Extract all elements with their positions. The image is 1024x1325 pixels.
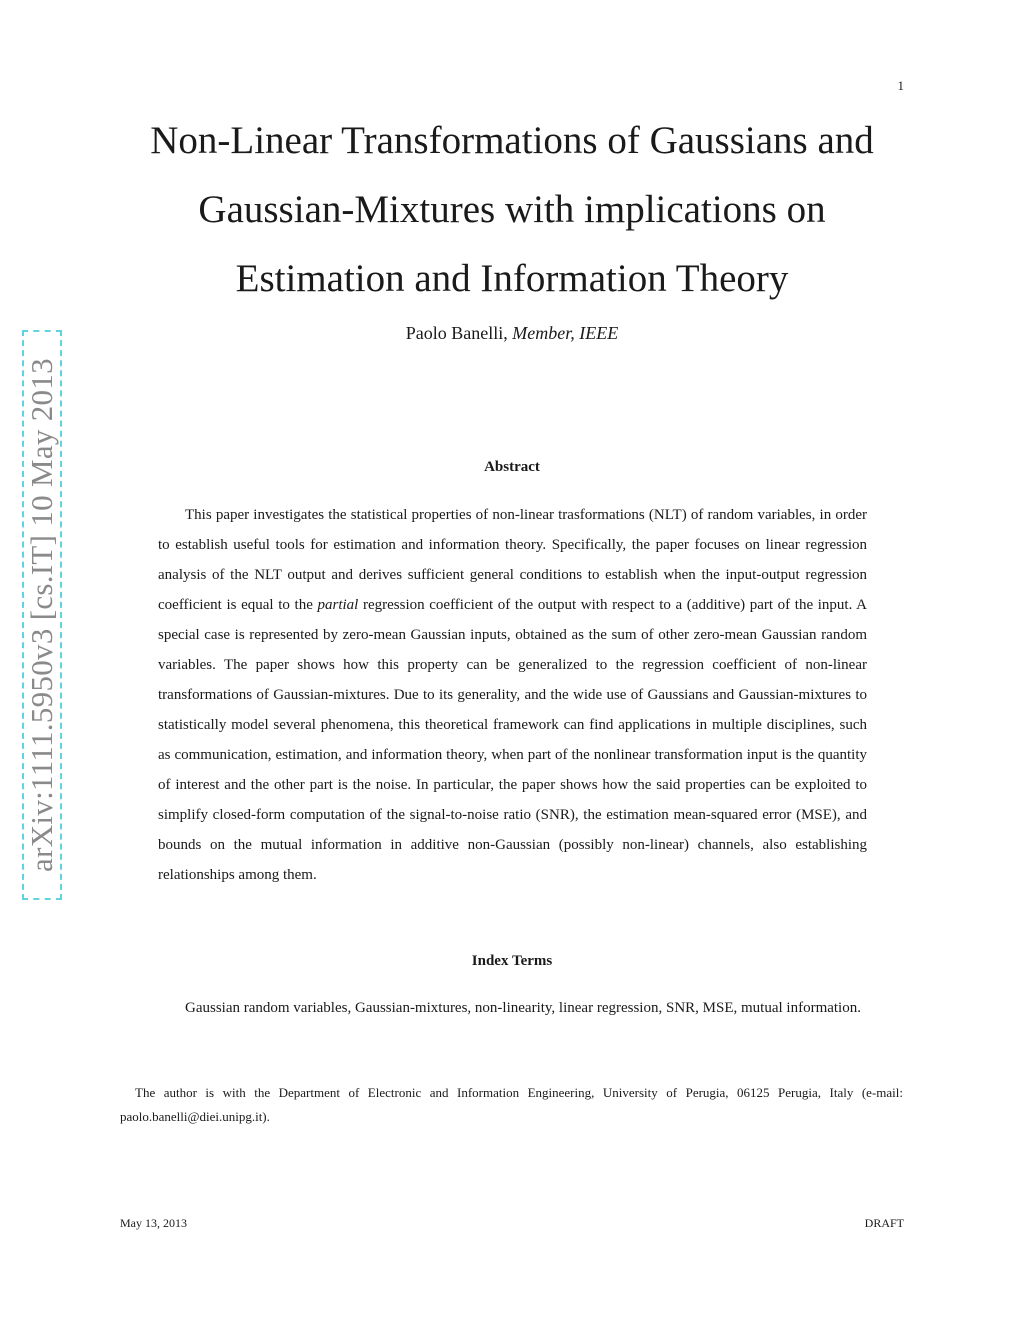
author-footnote: The author is with the Department of Electronic and Information Engineering, University of Perugia, 06125 Perugia, Italy (e-mail: paolo.banelli@diei.unipg.it). [120, 1085, 903, 1124]
author-line [0, 323, 1024, 344]
index-terms-heading: Index Terms [471, 953, 553, 969]
arxiv-stamp-text: arXiv:1111.5950v3 [cs.IT] 10 May 2013 [24, 358, 59, 872]
title-line-1: Non-Linear Transformations of Gaussians and [150, 119, 874, 162]
paper-title [0, 106, 1024, 313]
footer-date: May 13, 2013 [120, 1216, 187, 1230]
abstract-text [158, 500, 867, 890]
title-line-2: Gaussian-Mixtures with implications on [198, 188, 826, 231]
author-name: Paolo Banelli, [405, 323, 513, 343]
author-affiliation: Member, IEEE [512, 323, 619, 343]
footer-draft-label: DRAFT [864, 1216, 904, 1230]
page-number: 1 [897, 78, 904, 93]
abstract-text-part-1: This paper investigates the statistical properties of non-linear trasformations (NLT) of random variables, in order to establish useful tools for estimation and information theory. Specifically, the paper focuses on linear regression analysis of the NLT output and derives sufficient general conditions to establish when the input-output regression coefficient is equal to the [158, 507, 867, 613]
arxiv-stamp [22, 330, 62, 900]
abstract-heading: Abstract [484, 459, 540, 475]
abstract-text-part-2: regression coefficient of the output with respect to a (additive) part of the input. A special case is represented by zero-mean Gaussian inputs, obtained as the sum of other zero-mean Gaussian random variables. The paper shows how this property can be generalized to the regression coefficient of non-linear transformations of Gaussian-mixtures. Due to its generality, and the wide use of Gaussians and Gaussian-mixtures to statistically model several phenomena, this theoretical framework can find applications in multiple disciplines, such as communication, estimation, and information theory, when part of the nonlinear transformation input is the quantity of interest and the other part is the noise. In particular, the paper shows how the said properties can be exploited to simplify closed-form computation of the signal-to-noise ratio (SNR), the estimation mean-squared error (MSE), and bounds on the mutual information in additive non-Gaussian (possibly non-linear) channels, also establishing relationships among them. [158, 597, 867, 883]
index-terms-text: Gaussian random variables, Gaussian-mixtures, non-linearity, linear regression, SNR, MSE, mutual information. [185, 1000, 861, 1016]
title-line-3: Estimation and Information Theory [235, 257, 789, 300]
abstract-italic-word: partial [317, 597, 359, 613]
